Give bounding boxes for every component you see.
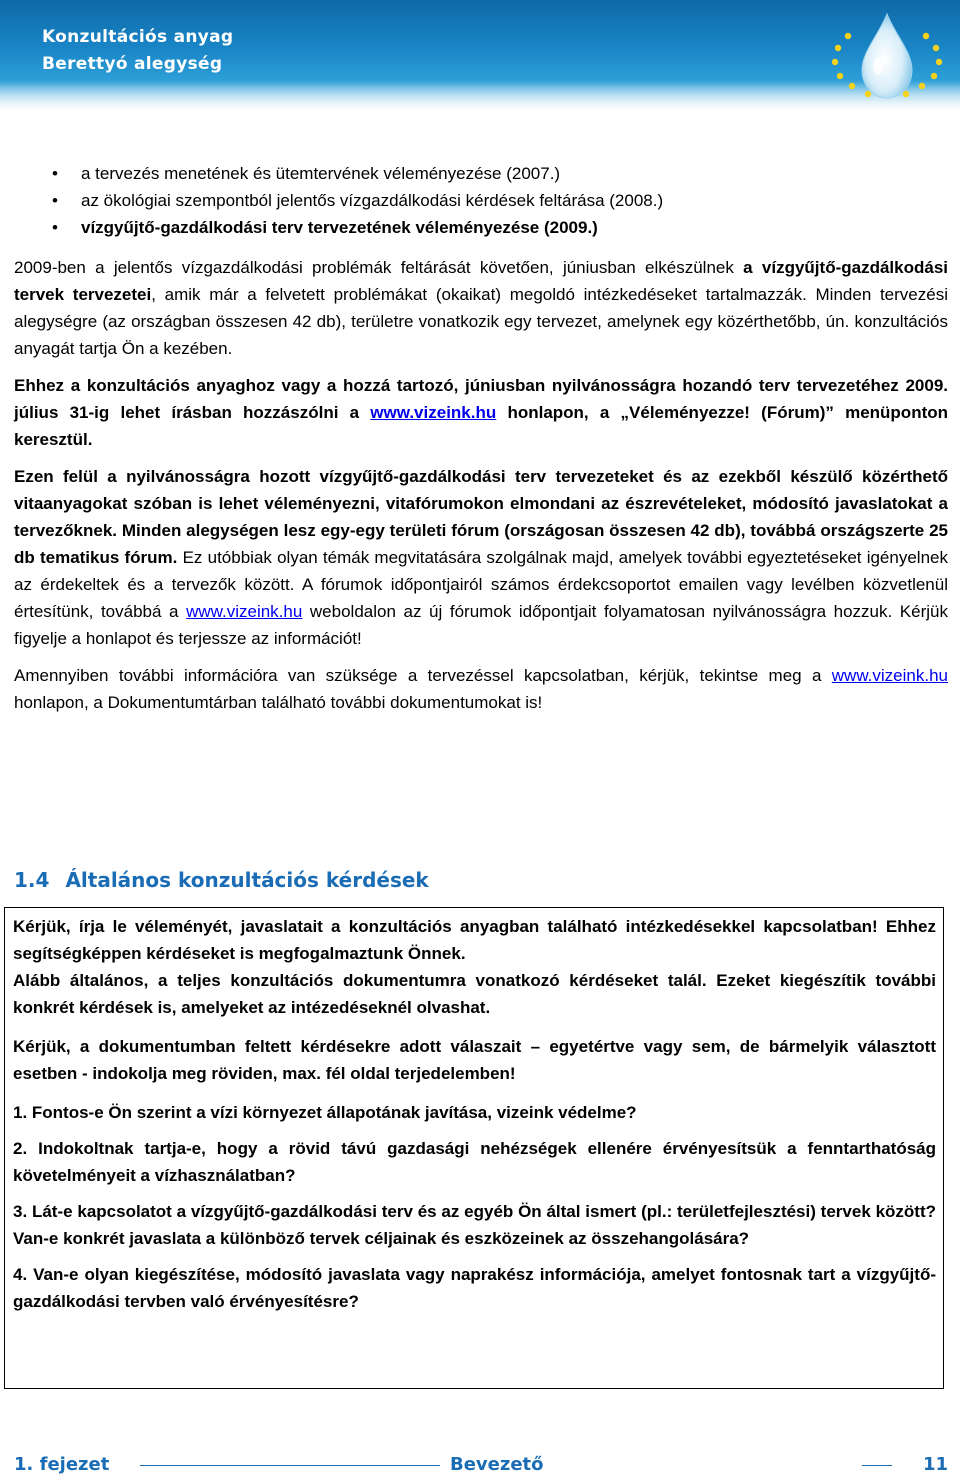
water-drop-eu-stars-icon: [808, 6, 958, 106]
question-1: 1. Fontos-e Ön szerint a vízi környezet állapotának javítása, vizeink védelme?: [13, 1103, 637, 1122]
list-item: • az ökológiai szempontból jelentős vízgazdálkodási kérdések feltárása (2008.): [14, 187, 948, 214]
question-4: 4. Van-e olyan kiegészítése, módosító javaslata vagy naprakész információja, amelyet fontosnak tart a vízgyűjtő-gazdálkodási tervben való érvényesítésre?: [13, 1265, 936, 1311]
bullet-list: [14, 160, 948, 241]
main-content: [14, 160, 948, 726]
footer-section: Bevezető: [450, 1454, 544, 1475]
header-line2: Berettyó alegység: [42, 54, 223, 74]
paragraph-intro: 2009-ben a jelentős vízgazdálkodási problémák feltárását követően, júniusban elkészülnek a vízgyűjtő-gazdálkodási tervek tervezetei, amik már a felvetett problémákat (okaikat) megoldó intézkedéseket tartalmazzák. Minden tervezési alegységre (az országban összesen 42 db), területre vonatkozik egy tervezet, amelynek egy közérthetőbb, ún. konzultációs anyagát tartja Ön a kezében.: [14, 258, 948, 358]
page-footer: [14, 1448, 948, 1478]
header-line1: Konzultációs anyag: [42, 27, 234, 47]
section-heading: [14, 868, 429, 892]
section-number: 1.4: [14, 868, 50, 892]
vizeink-link[interactable]: www.vizeink.hu: [370, 403, 497, 422]
footer-chapter: 1. fejezet: [14, 1454, 110, 1475]
section-title: Általános konzultációs kérdések: [65, 868, 429, 892]
paragraph-more-info: Amennyiben további információra van szüksége a tervezéssel kapcsolatban, kérjük, tekintse meg a www.vizeink.hu honlapon, a Dokumentumtárban található további dokumentumokat is!: [14, 666, 948, 712]
paragraph-comment-deadline: Ehhez a konzultációs anyaghoz vagy a hozzá tartozó, júniusban nyilvánosságra hozandó terv tervezetéhez 2009. július 31-ig lehet írásban hozzászólni a www.vizeink.hu honlapon, a „Véleményezze! (Fórum)” menüponton keresztül.: [14, 376, 949, 449]
vizeink-link[interactable]: www.vizeink.hu: [831, 666, 948, 685]
bullet-icon: •: [52, 164, 58, 183]
bullet-icon: •: [52, 191, 58, 210]
questions-box: [4, 907, 944, 1389]
vizeink-link[interactable]: www.vizeink.hu: [186, 602, 303, 621]
list-item: • vízgyűjtő-gazdálkodási terv tervezetének véleményezése (2009.): [14, 214, 948, 241]
page-header: [0, 0, 960, 110]
header-title: [42, 24, 233, 78]
question-3: 3. Lát-e kapcsolatot a vízgyűjtő-gazdálkodási terv és az egyéb Ön által ismert (pl.: területfejlesztési) tervek között? Van-e konkrét javaslata a különböző tervek céljainak és eszközeinek az összehangolására?: [13, 1202, 936, 1248]
footer-rule: [140, 1465, 440, 1466]
paragraph-forums: Ezen felül a nyilvánosságra hozott vízgyűjtő-gazdálkodási terv tervezeteket és az ezekből készülő közérthető vitaanyagokat szóban is lehet véleményezni, vitafórumokon elmondani az észrevételeket, módosító javaslatokat a tervezőknek. Minden alegységen lesz egy-egy területi fórum (országosan összesen 42 db), továbbá országszerte 25 db tematikus fórum. Ez utóbbiak olyan témák megvitatására szolgálnak majd, amelyek további egyeztetéseket igényelnek az érdekeltek és a tervezők között. A fórumok időpontjairól számos érdekcsoportot emailen vagy levélben közvetlenül értesítünk, továbbá a www.vizeink.hu weboldalon az új fórumok időpontjait folyamatosan nyilvánosságra hozzuk. Kérjük figyelje a honlapot és terjessze az információt!: [14, 467, 948, 648]
box-intro-3: Kérjük, a dokumentumban feltett kérdésekre adott válaszait – egyetértve vagy sem, de bármelyik választott esetben - indokolja meg röviden, max. fél oldal terjedelemben!: [13, 1037, 936, 1083]
box-intro-1: Kérjük, írja le véleményét, javaslatait a konzultációs anyagban található intézkedésekkel kapcsolatban! Ehhez segítségképpen kérdéseket is megfogalmaztunk Önnek.: [13, 917, 936, 963]
box-intro-2: Alább általános, a teljes konzultációs dokumentumra vonatkozó kérdéseket talál. Ezeket kiegészítik további konkrét kérdések is, amelyeket az intézedéseknél olvashat.: [13, 971, 936, 1017]
footer-page-number: 11: [922, 1454, 948, 1475]
footer-rule: [862, 1465, 892, 1466]
list-item: • a tervezés menetének és ütemtervének véleményezése (2007.): [14, 160, 948, 187]
bullet-icon: •: [52, 218, 58, 237]
question-2: 2. Indokoltnak tartja-e, hogy a rövid távú gazdasági nehézségek ellenére érvényesítsük a fenntarthatóság követelményeit a vízhasználatban?: [13, 1139, 936, 1185]
